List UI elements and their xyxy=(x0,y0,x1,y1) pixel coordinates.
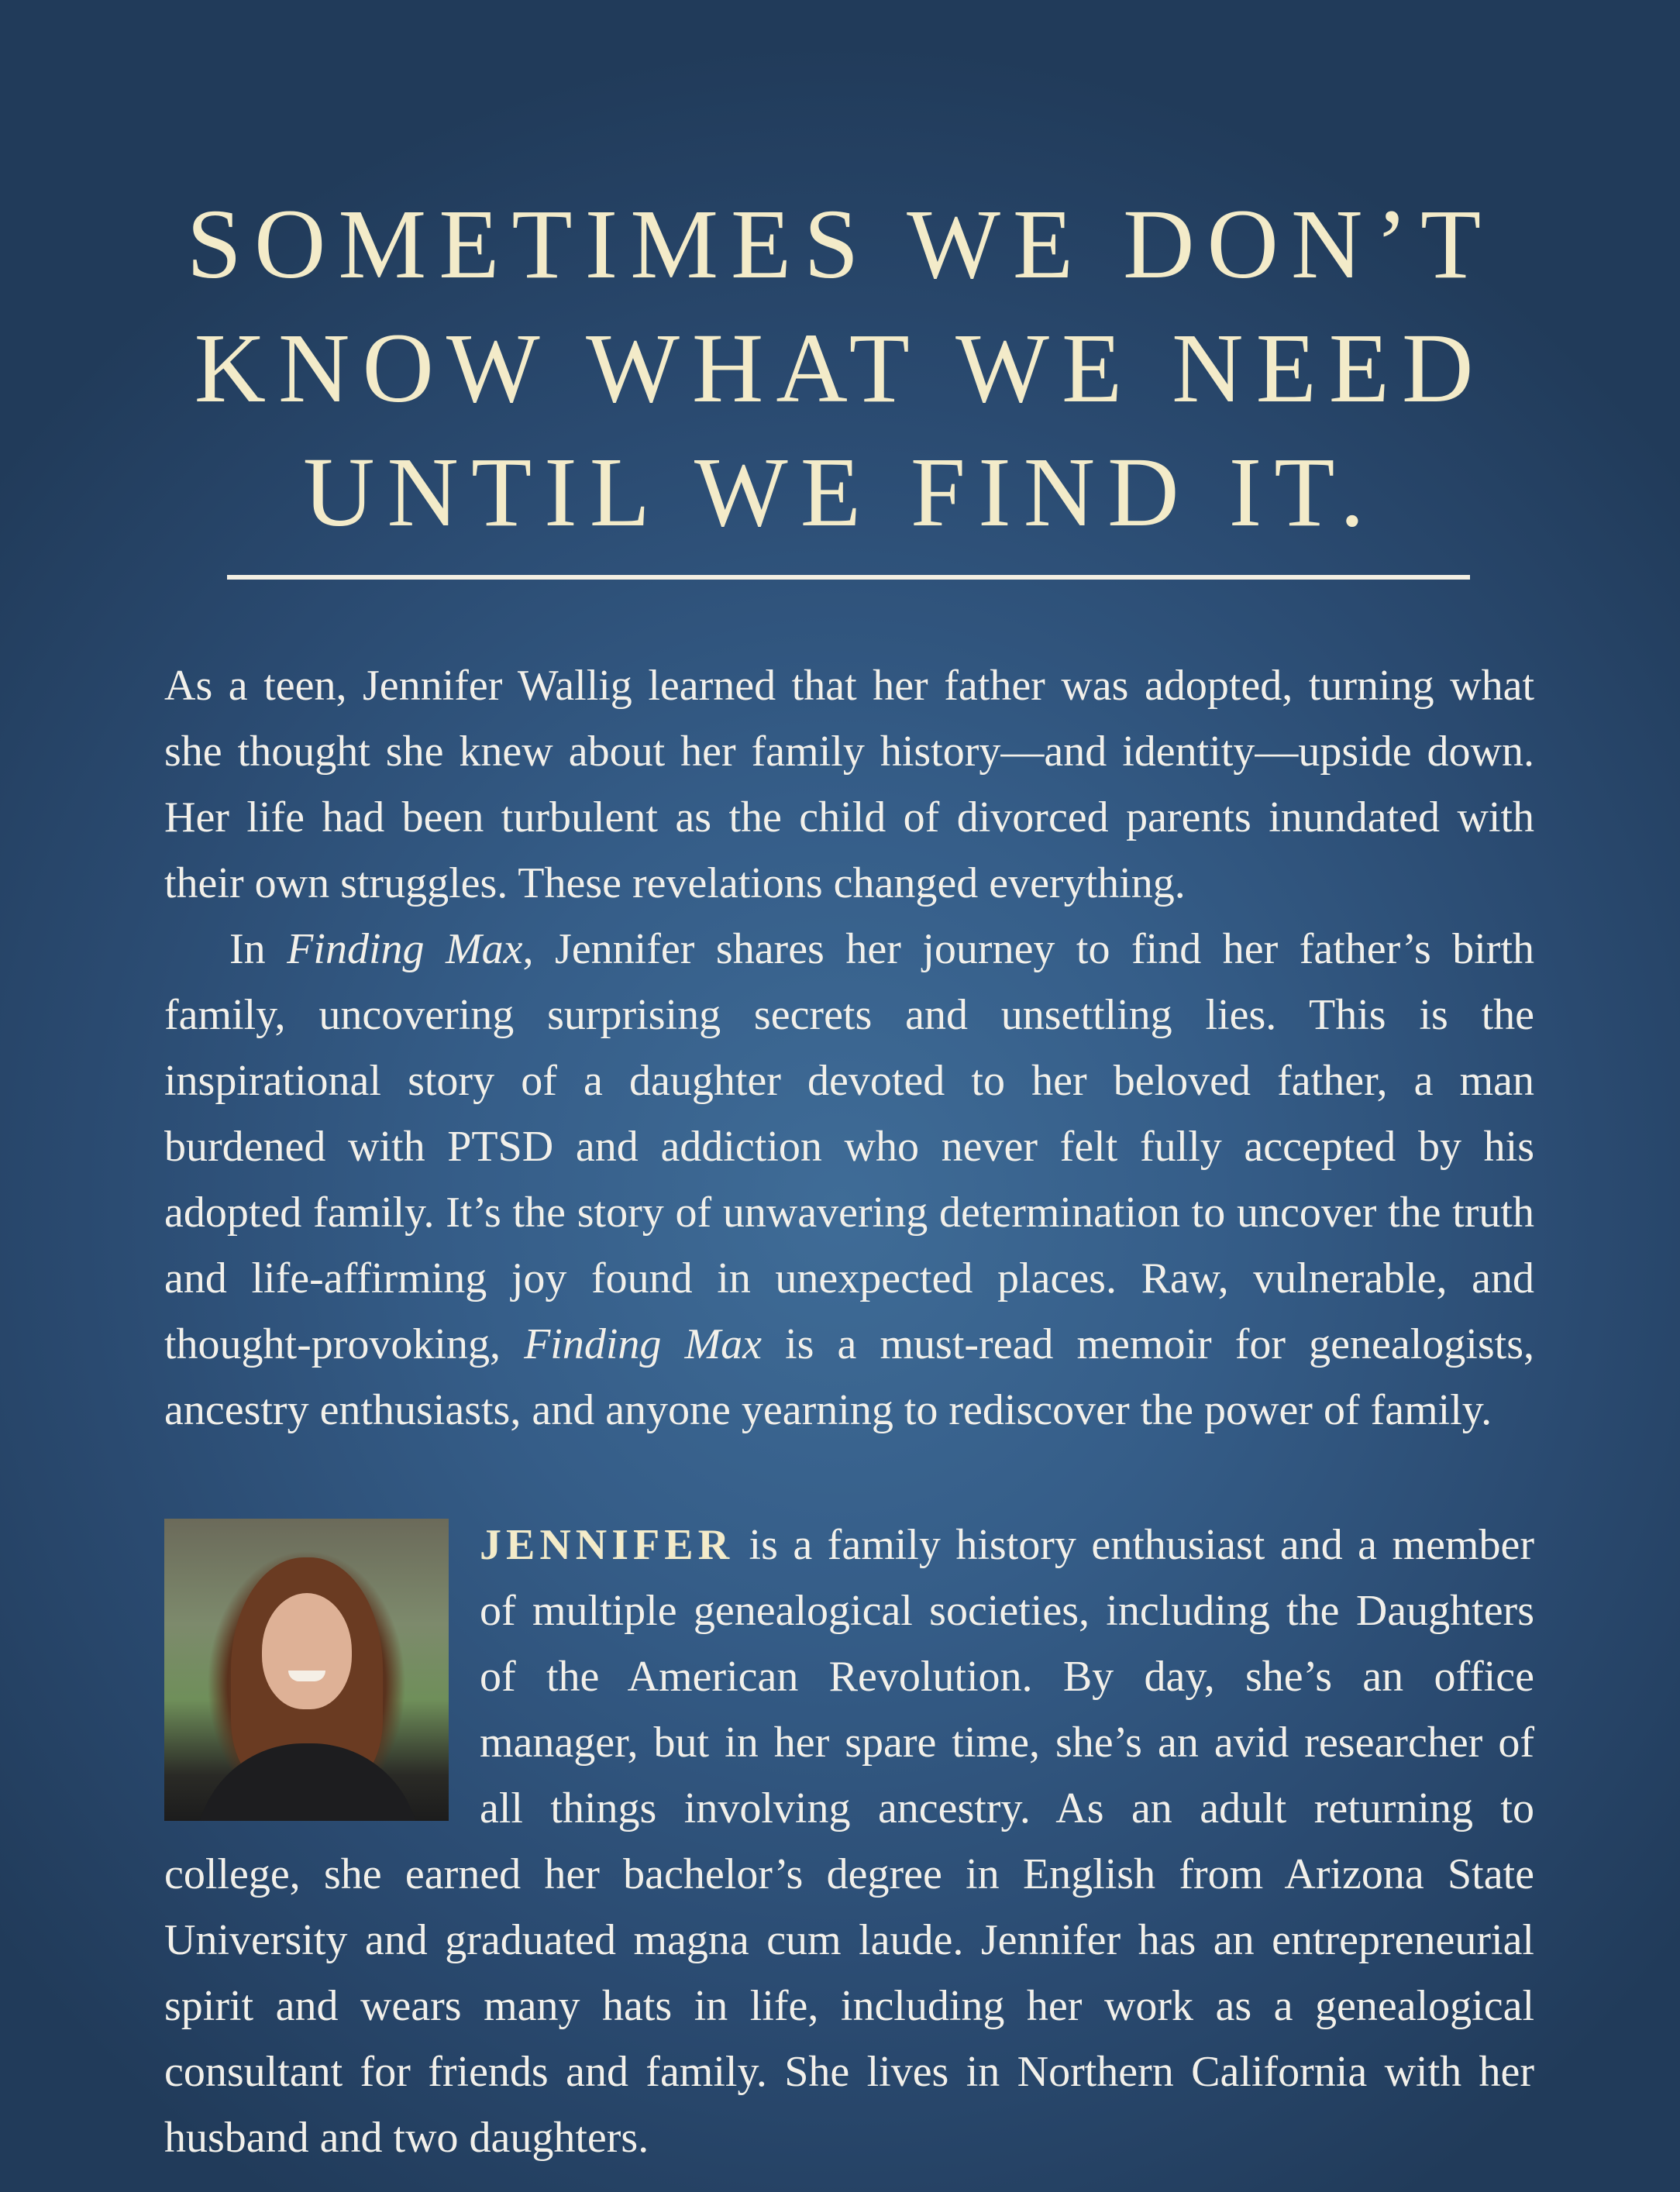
blurb-paragraph-2 xyxy=(164,917,1534,1444)
divider-rule xyxy=(227,575,1470,580)
blurb-paragraph-1: As a teen, Jennifer Wallig learned that her father was adopted, turning what she thought she knew about her family history—and identity—upside down. Her life had been turbulent as the child of divorced parents inundated with their own struggles. These revelations changed everything. xyxy=(164,662,1534,907)
author-photo-shoulders xyxy=(195,1743,420,1821)
blurb-text-a: In xyxy=(229,925,287,973)
blurb-text-c: is a must-read memoir for genealogists, ancestry enthusiasts, and anyone yearning to rediscover the power of family. xyxy=(164,1320,1534,1434)
author-photo-smile xyxy=(288,1671,325,1681)
headline-line-1: SOMETIMES WE DON’T xyxy=(186,189,1494,299)
author-photo xyxy=(164,1519,449,1821)
book-title-italic: Finding Max xyxy=(287,925,523,973)
book-title-italic: Finding Max xyxy=(524,1320,762,1368)
headline-line-2: KNOW WHAT WE NEED xyxy=(194,313,1486,423)
book-blurb xyxy=(164,653,1534,1444)
author-bio-text: is a family history enthusiast and a member of multiple genealogical societies, including the Daughters of the American Revolution. By day, she’s an office manager, but in her spare time, she’s an avid researcher of all things involving ancestry. As an adult returning to college, she earned her bachelor’s degree in English from Arizona State University and graduated magna cum laude. Jennifer has an entrepreneurial spirit and wears many hats in life, including her work as a genealogical consultant for friends and family. She lives in Northern California with her husband and two daughters. xyxy=(164,1521,1534,2162)
headline xyxy=(155,182,1525,554)
author-photo-face xyxy=(262,1593,352,1709)
blurb-text-b: , Jennifer shares her journey to find her father’s birth family, uncovering surprising secrets and unsettling lies. This is the inspirational story of a daughter devoted to her beloved father, a man burdened with PTSD and addiction who never felt fully accepted by his adopted family. It’s the story of unwavering determination to uncover the truth and life-affirming joy found in unexpected places. Raw, vulnerable, and thought-provoking, xyxy=(164,925,1535,1368)
author-bio xyxy=(164,1512,1534,2171)
headline-line-3: UNTIL WE FIND IT. xyxy=(303,437,1377,547)
author-name: JENNIFER xyxy=(480,1521,735,1569)
